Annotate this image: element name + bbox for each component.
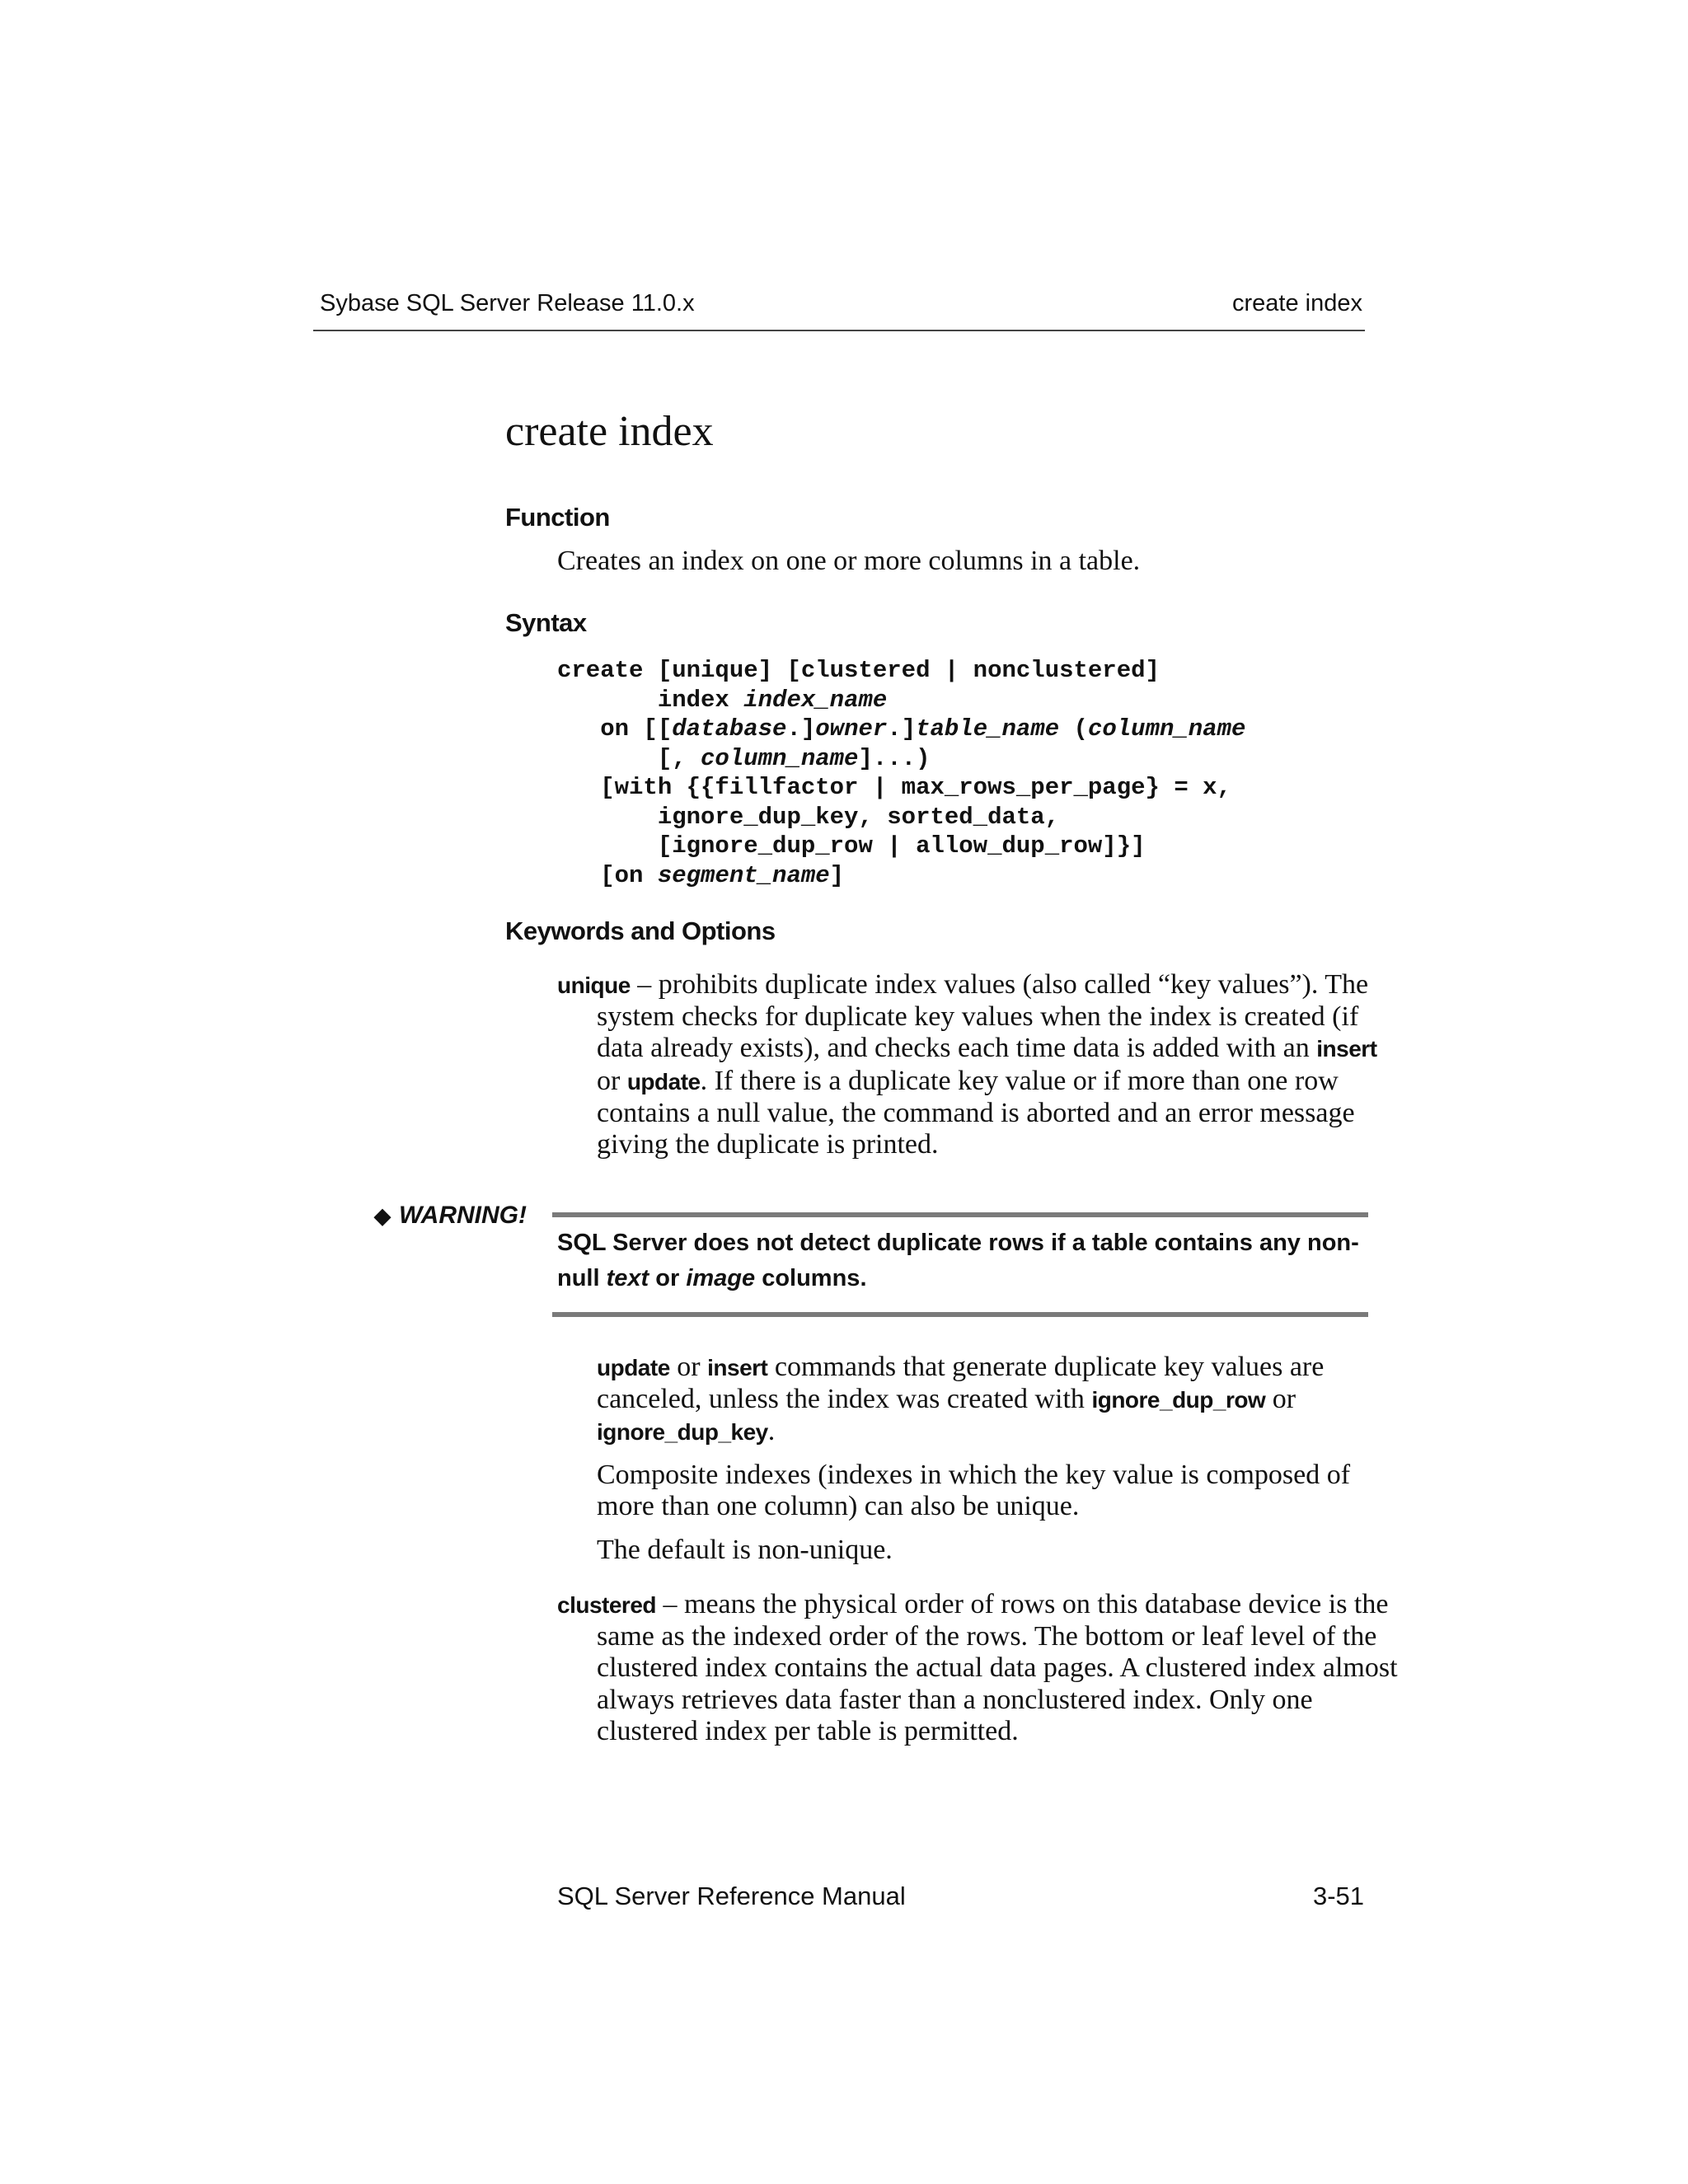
function-text: Creates an index on one or more columns in a table. (557, 546, 1141, 576)
running-header-left: Sybase SQL Server Release 11.0.x (320, 290, 695, 316)
function-heading: Function (505, 503, 610, 532)
header-rule (313, 330, 1365, 331)
warning-rule-top (552, 1212, 1368, 1217)
update-insert-paragraph: update or insert commands that generate duplicate key values are canceled, unless the index was created with ignore_dup_row or ignore_dup_key. (597, 1352, 1325, 1447)
warning-label: ◆ WARNING! (374, 1202, 527, 1229)
page-number: 3-51 (1312, 1882, 1364, 1910)
keyword-unique: unique (557, 972, 631, 998)
default-paragraph: The default is non-unique. (597, 1535, 893, 1565)
diamond-icon: ◆ (374, 1203, 391, 1228)
unique-description: unique – prohibits duplicate index values (also called “key values”). The system checks for duplicate key values when the index is created (if data already exists), and checks each time data is added with an insert or update. If there is a duplicate key value or if more than one row contains a null value, the command is aborted and an error message giving the duplicate is printed. (557, 969, 1377, 1160)
composite-paragraph: Composite indexes (indexes in which the key value is composed of more than one column) can also be unique. (597, 1460, 1351, 1522)
keywords-heading: Keywords and Options (505, 916, 776, 945)
keyword-clustered: clustered (557, 1592, 656, 1618)
page-title: create index (505, 408, 714, 455)
warning-text: SQL Server does not detect duplicate rows if a table contains any non-null text or image columns. (557, 1230, 1359, 1291)
clustered-description: clustered – means the physical order of rows on this database device is the same as the indexed order of the rows. The bottom or leaf level of the clustered index contains the actual data pages. A clustered index almost always retrieves data faster than a nonclustered index. Only one clustered index per table is permitted. (557, 1589, 1398, 1746)
running-header-right: create index (1232, 290, 1362, 316)
warning-rule-bottom (552, 1312, 1368, 1317)
syntax-block: create [unique] [clustered | nonclustered] index index_name on [[database.]owner.]table_name (column_name [, column_name]...) [with {{fillfactor | max_rows_per_page} = x, ignore_dup_key, sorted_data, [ignore_dup_row | allow_dup_row]}] [on segment_name] (557, 657, 1246, 889)
syntax-heading: Syntax (505, 608, 587, 637)
footer-manual-title: SQL Server Reference Manual (557, 1882, 906, 1910)
